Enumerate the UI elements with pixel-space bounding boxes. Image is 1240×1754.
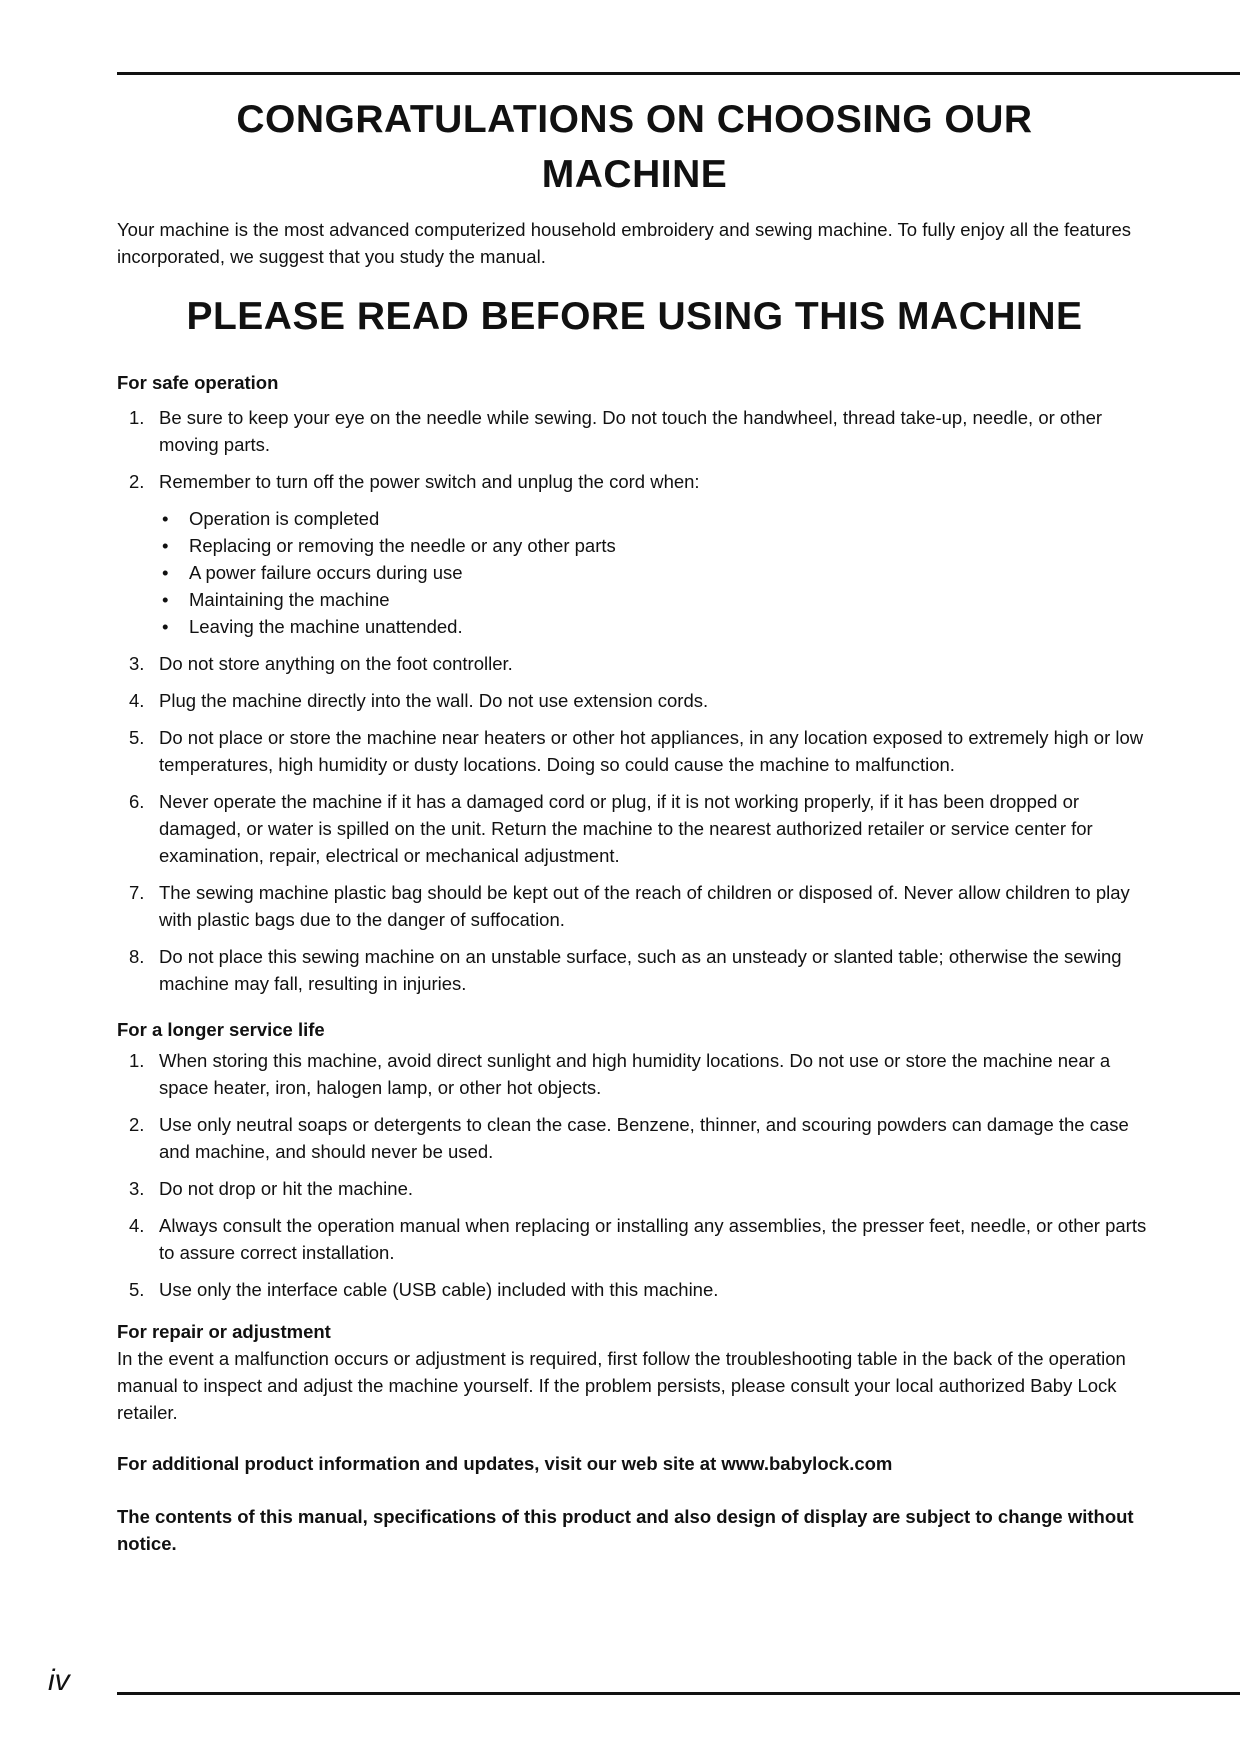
item-number: 4.	[129, 690, 145, 711]
item-number: 2.	[129, 471, 145, 492]
item-number: 4.	[129, 1215, 145, 1236]
item-number: 8.	[129, 946, 145, 967]
additional-info-note: For additional product information and updates, visit our web site at www.babylock.com	[117, 1453, 893, 1474]
bullet-item	[159, 586, 1152, 613]
safe-operation-heading: For safe operation	[117, 372, 279, 393]
list-item	[117, 1276, 1152, 1303]
bullet-text: Operation is completed	[189, 508, 380, 529]
list-item	[117, 724, 1152, 778]
bullet-item	[159, 505, 1152, 532]
service-life-list	[117, 1047, 1152, 1303]
item-number: 3.	[129, 1178, 145, 1199]
repair-heading: For repair or adjustment	[117, 1321, 331, 1342]
item-text: Always consult the operation manual when replacing or installing any assemblies, the presser feet, needle, or other parts to assure correct installation.	[159, 1215, 1147, 1263]
bullet-icon: •	[162, 535, 169, 556]
item-text: When storing this machine, avoid direct sunlight and high humidity locations. Do not use or store the machine near a space heater, iron, halogen lamp, or other hot objects.	[159, 1050, 1111, 1098]
list-item	[117, 1212, 1152, 1266]
list-item	[117, 943, 1152, 997]
bullet-icon: •	[162, 616, 169, 637]
page-title: CONGRATULATIONS ON CHOOSING OUR MACHINE	[236, 98, 1033, 196]
item-text: Never operate the machine if it has a damaged cord or plug, if it is not working properly, if it has been dropped or damaged, or water is spilled on the unit. Return the machine to the nearest authorized retailer or service center for examination, repair, electrical or mechanical adjustment.	[159, 791, 1093, 866]
bullet-item	[159, 532, 1152, 559]
list-item	[117, 1111, 1152, 1165]
item-text: Do not store anything on the foot controller.	[159, 653, 513, 674]
page-content	[117, 92, 1152, 1557]
bullet-text: A power failure occurs during use	[189, 562, 463, 583]
item-text: Do not place or store the machine near heaters or other hot appliances, in any location exposed to extremely high or low temperatures, high humidity or dusty locations. Doing so could cause the machine to malfunction.	[159, 727, 1144, 775]
bullet-text: Maintaining the machine	[189, 589, 390, 610]
item-number: 5.	[129, 727, 145, 748]
service-life-heading: For a longer service life	[117, 1019, 325, 1040]
repair-paragraph: In the event a malfunction occurs or adjustment is required, first follow the troubleshooting table in the back of the operation manual to inspect and adjust the machine yourself. If the problem persists, please consult your local authorized Baby Lock retailer.	[117, 1348, 1126, 1423]
item-number: 1.	[129, 407, 145, 428]
item-text: Use only the interface cable (USB cable) included with this machine.	[159, 1279, 719, 1300]
bullet-item	[159, 613, 1152, 640]
list-item	[117, 879, 1152, 933]
bottom-rule	[117, 1692, 1240, 1695]
change-notice: The contents of this manual, specifications of this product and also design of display are subject to change without notice.	[117, 1506, 1134, 1554]
top-rule	[117, 72, 1240, 75]
intro-paragraph: Your machine is the most advanced computerized household embroidery and sewing machine. To fully enjoy all the features incorporated, we suggest that you study the manual.	[117, 219, 1131, 267]
item-number: 2.	[129, 1114, 145, 1135]
item-text: The sewing machine plastic bag should be kept out of the reach of children or disposed of. Never allow children to play with plastic bags due to the danger of suffocation.	[159, 882, 1130, 930]
safe-operation-list	[117, 404, 1152, 997]
bullet-icon: •	[162, 589, 169, 610]
section-title: PLEASE READ BEFORE USING THIS MACHINE	[186, 295, 1083, 338]
item-number: 3.	[129, 653, 145, 674]
list-item	[117, 1047, 1152, 1101]
item-text: Do not drop or hit the machine.	[159, 1178, 414, 1199]
item-number: 7.	[129, 882, 145, 903]
page-number: iv	[48, 1664, 70, 1697]
list-item	[117, 468, 1152, 640]
bullet-item	[159, 559, 1152, 586]
bullet-icon: •	[162, 562, 169, 583]
bullet-icon: •	[162, 508, 169, 529]
item-text: Plug the machine directly into the wall. Do not use extension cords.	[159, 690, 709, 711]
list-item	[117, 1175, 1152, 1202]
item-number: 1.	[129, 1050, 145, 1071]
item-text: Use only neutral soaps or detergents to clean the case. Benzene, thinner, and scouring powders can damage the case and machine, and should never be used.	[159, 1114, 1129, 1162]
unplug-conditions-list	[159, 505, 1152, 640]
list-item	[117, 650, 1152, 677]
list-item	[117, 404, 1152, 458]
list-item	[117, 687, 1152, 714]
item-number: 6.	[129, 791, 145, 812]
item-text: Do not place this sewing machine on an unstable surface, such as an unsteady or slanted table; otherwise the sewing machine may fall, resulting in injuries.	[159, 946, 1122, 994]
item-number: 5.	[129, 1279, 145, 1300]
item-text: Be sure to keep your eye on the needle while sewing. Do not touch the handwheel, thread take-up, needle, or other moving parts.	[159, 407, 1103, 455]
bullet-text: Replacing or removing the needle or any other parts	[189, 535, 616, 556]
list-item	[117, 788, 1152, 869]
item-text: Remember to turn off the power switch and unplug the cord when:	[159, 471, 700, 492]
bullet-text: Leaving the machine unattended.	[189, 616, 463, 637]
